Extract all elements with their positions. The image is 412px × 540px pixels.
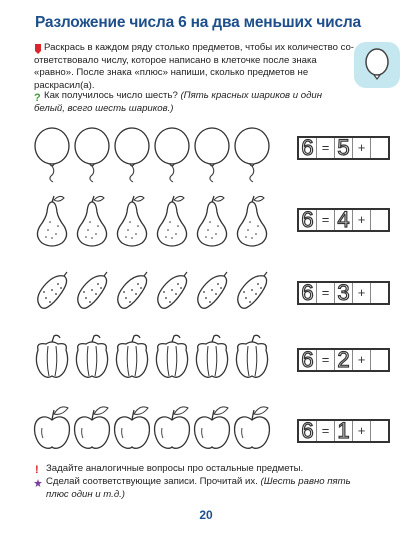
exclamation-icon (34, 464, 42, 474)
balloon-2 (75, 128, 109, 182)
pear-1 (37, 196, 66, 246)
answer-cell[interactable] (371, 210, 388, 230)
equation-box-pears (297, 208, 390, 232)
total-cell: 6 (299, 210, 317, 230)
total-cell: 6 (299, 283, 317, 303)
balloon-row (35, 128, 269, 182)
cucumber-6 (238, 272, 267, 308)
pepper-2 (76, 335, 107, 377)
total-cell: 6 (299, 350, 317, 370)
question-text: Как получилось число шесть? (44, 90, 178, 101)
part-cell: 4 (335, 210, 353, 230)
equals-cell: = (317, 138, 335, 158)
apple-6 (235, 407, 270, 448)
cucumber-1 (38, 272, 67, 308)
pear-3 (117, 196, 146, 246)
footer-instruction-1: Задайте аналогичные вопросы про остальные предметы. (46, 463, 304, 474)
equals-cell: = (317, 210, 335, 230)
pear-4 (157, 196, 186, 246)
cucumber-2 (78, 272, 107, 308)
apple-4 (155, 407, 190, 448)
balloon-5 (195, 128, 229, 182)
part-cell: 1 (335, 421, 353, 441)
equals-cell: = (317, 350, 335, 370)
balloon-1 (35, 128, 69, 182)
equation-box-apples (297, 419, 390, 443)
pear-2 (77, 196, 106, 246)
cucumber-5 (198, 272, 227, 308)
page-number: 20 (199, 508, 213, 522)
total-cell: 6 (299, 421, 317, 441)
pepper-5 (196, 335, 227, 377)
apple-row (35, 407, 270, 448)
apple-1 (35, 407, 70, 448)
question-hint: (Пять красных шариков и один белый, всего шесть шариков.) (34, 90, 322, 114)
plus-cell: + (353, 350, 371, 370)
svg-text:?: ? (34, 92, 41, 102)
plus-cell: + (353, 138, 371, 158)
instruction-text: Раскрась в каждом ряду столько предметов, чтобы их количество со-ответствовало числу, которое написано в клеточке после знака «равно». После знака «плюс» напиши, сколько предметов не раскрасил(а). (34, 42, 355, 91)
equation-box-balloons (297, 136, 390, 160)
pear-6 (237, 196, 266, 246)
equation-box-cucumbers (297, 281, 390, 305)
answer-cell[interactable] (371, 138, 388, 158)
balloon-3 (115, 128, 149, 182)
apple-2 (75, 407, 110, 448)
answer-cell[interactable] (371, 421, 388, 441)
total-cell: 6 (299, 138, 317, 158)
pepper-4 (156, 335, 187, 377)
apple-3 (115, 407, 150, 448)
plus-cell: + (353, 421, 371, 441)
equals-cell: = (317, 283, 335, 303)
answer-cell[interactable] (371, 350, 388, 370)
balloon-6 (235, 128, 269, 182)
pepper-row (36, 335, 267, 377)
cucumber-3 (118, 272, 147, 308)
svg-text:!: ! (35, 464, 39, 474)
part-cell: 5 (335, 138, 353, 158)
pepper-3 (116, 335, 147, 377)
balloon-4 (155, 128, 189, 182)
page-title: Разложение числа 6 на два меньших числа (35, 14, 361, 31)
pepper-1 (36, 335, 67, 377)
cucumber-row (38, 272, 267, 308)
footer-instruction-2 (46, 476, 376, 501)
equals-cell: = (317, 421, 335, 441)
plus-cell: + (353, 210, 371, 230)
answer-cell[interactable] (371, 283, 388, 303)
pepper-6 (236, 335, 267, 377)
equation-box-peppers (297, 348, 390, 372)
footer-hint: (Шесть равно пять плюс один и т.д.) (46, 476, 351, 500)
apple-5 (195, 407, 230, 448)
pear-5 (197, 196, 226, 246)
plus-cell: + (353, 283, 371, 303)
pear-row (37, 196, 266, 246)
part-cell: 2 (335, 350, 353, 370)
star-icon (34, 478, 42, 488)
footer-text: Сделай соответствующие записи. Прочитай их. (46, 476, 258, 487)
part-cell: 3 (335, 283, 353, 303)
cucumber-4 (158, 272, 187, 308)
